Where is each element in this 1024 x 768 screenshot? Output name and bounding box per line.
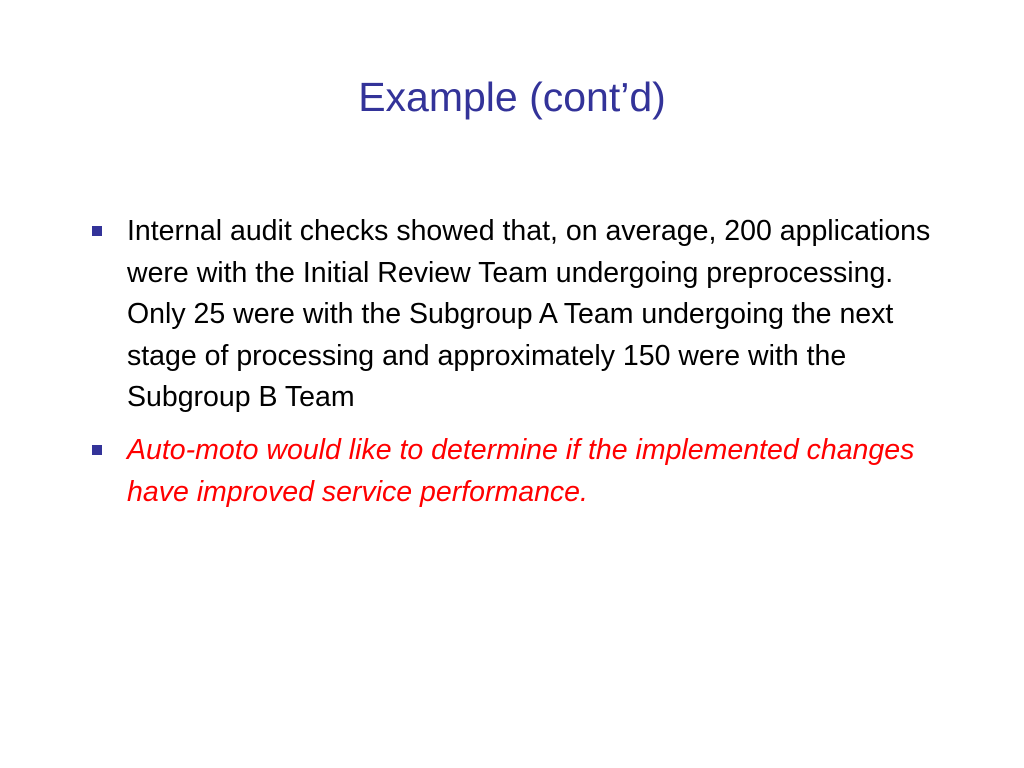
bullet-item-auto-moto xyxy=(88,430,948,513)
bullet-text: Auto-moto would like to determine if the implemented changes have improved service performance. xyxy=(127,433,923,508)
bullet-item-audit-checks xyxy=(88,211,948,419)
bullet-list xyxy=(88,211,948,524)
square-bullet-icon xyxy=(92,445,102,455)
square-bullet-icon xyxy=(92,226,102,236)
bullet-text: Internal audit checks showed that, on average, 200 applications were with the Initial Review Team undergoing preprocessing. Only 25 were with the Subgroup A Team undergoing the next stage of processing and approximately 150 were with the Subgroup B Team xyxy=(127,215,939,414)
slide-title: Example (cont’d) xyxy=(358,74,666,120)
